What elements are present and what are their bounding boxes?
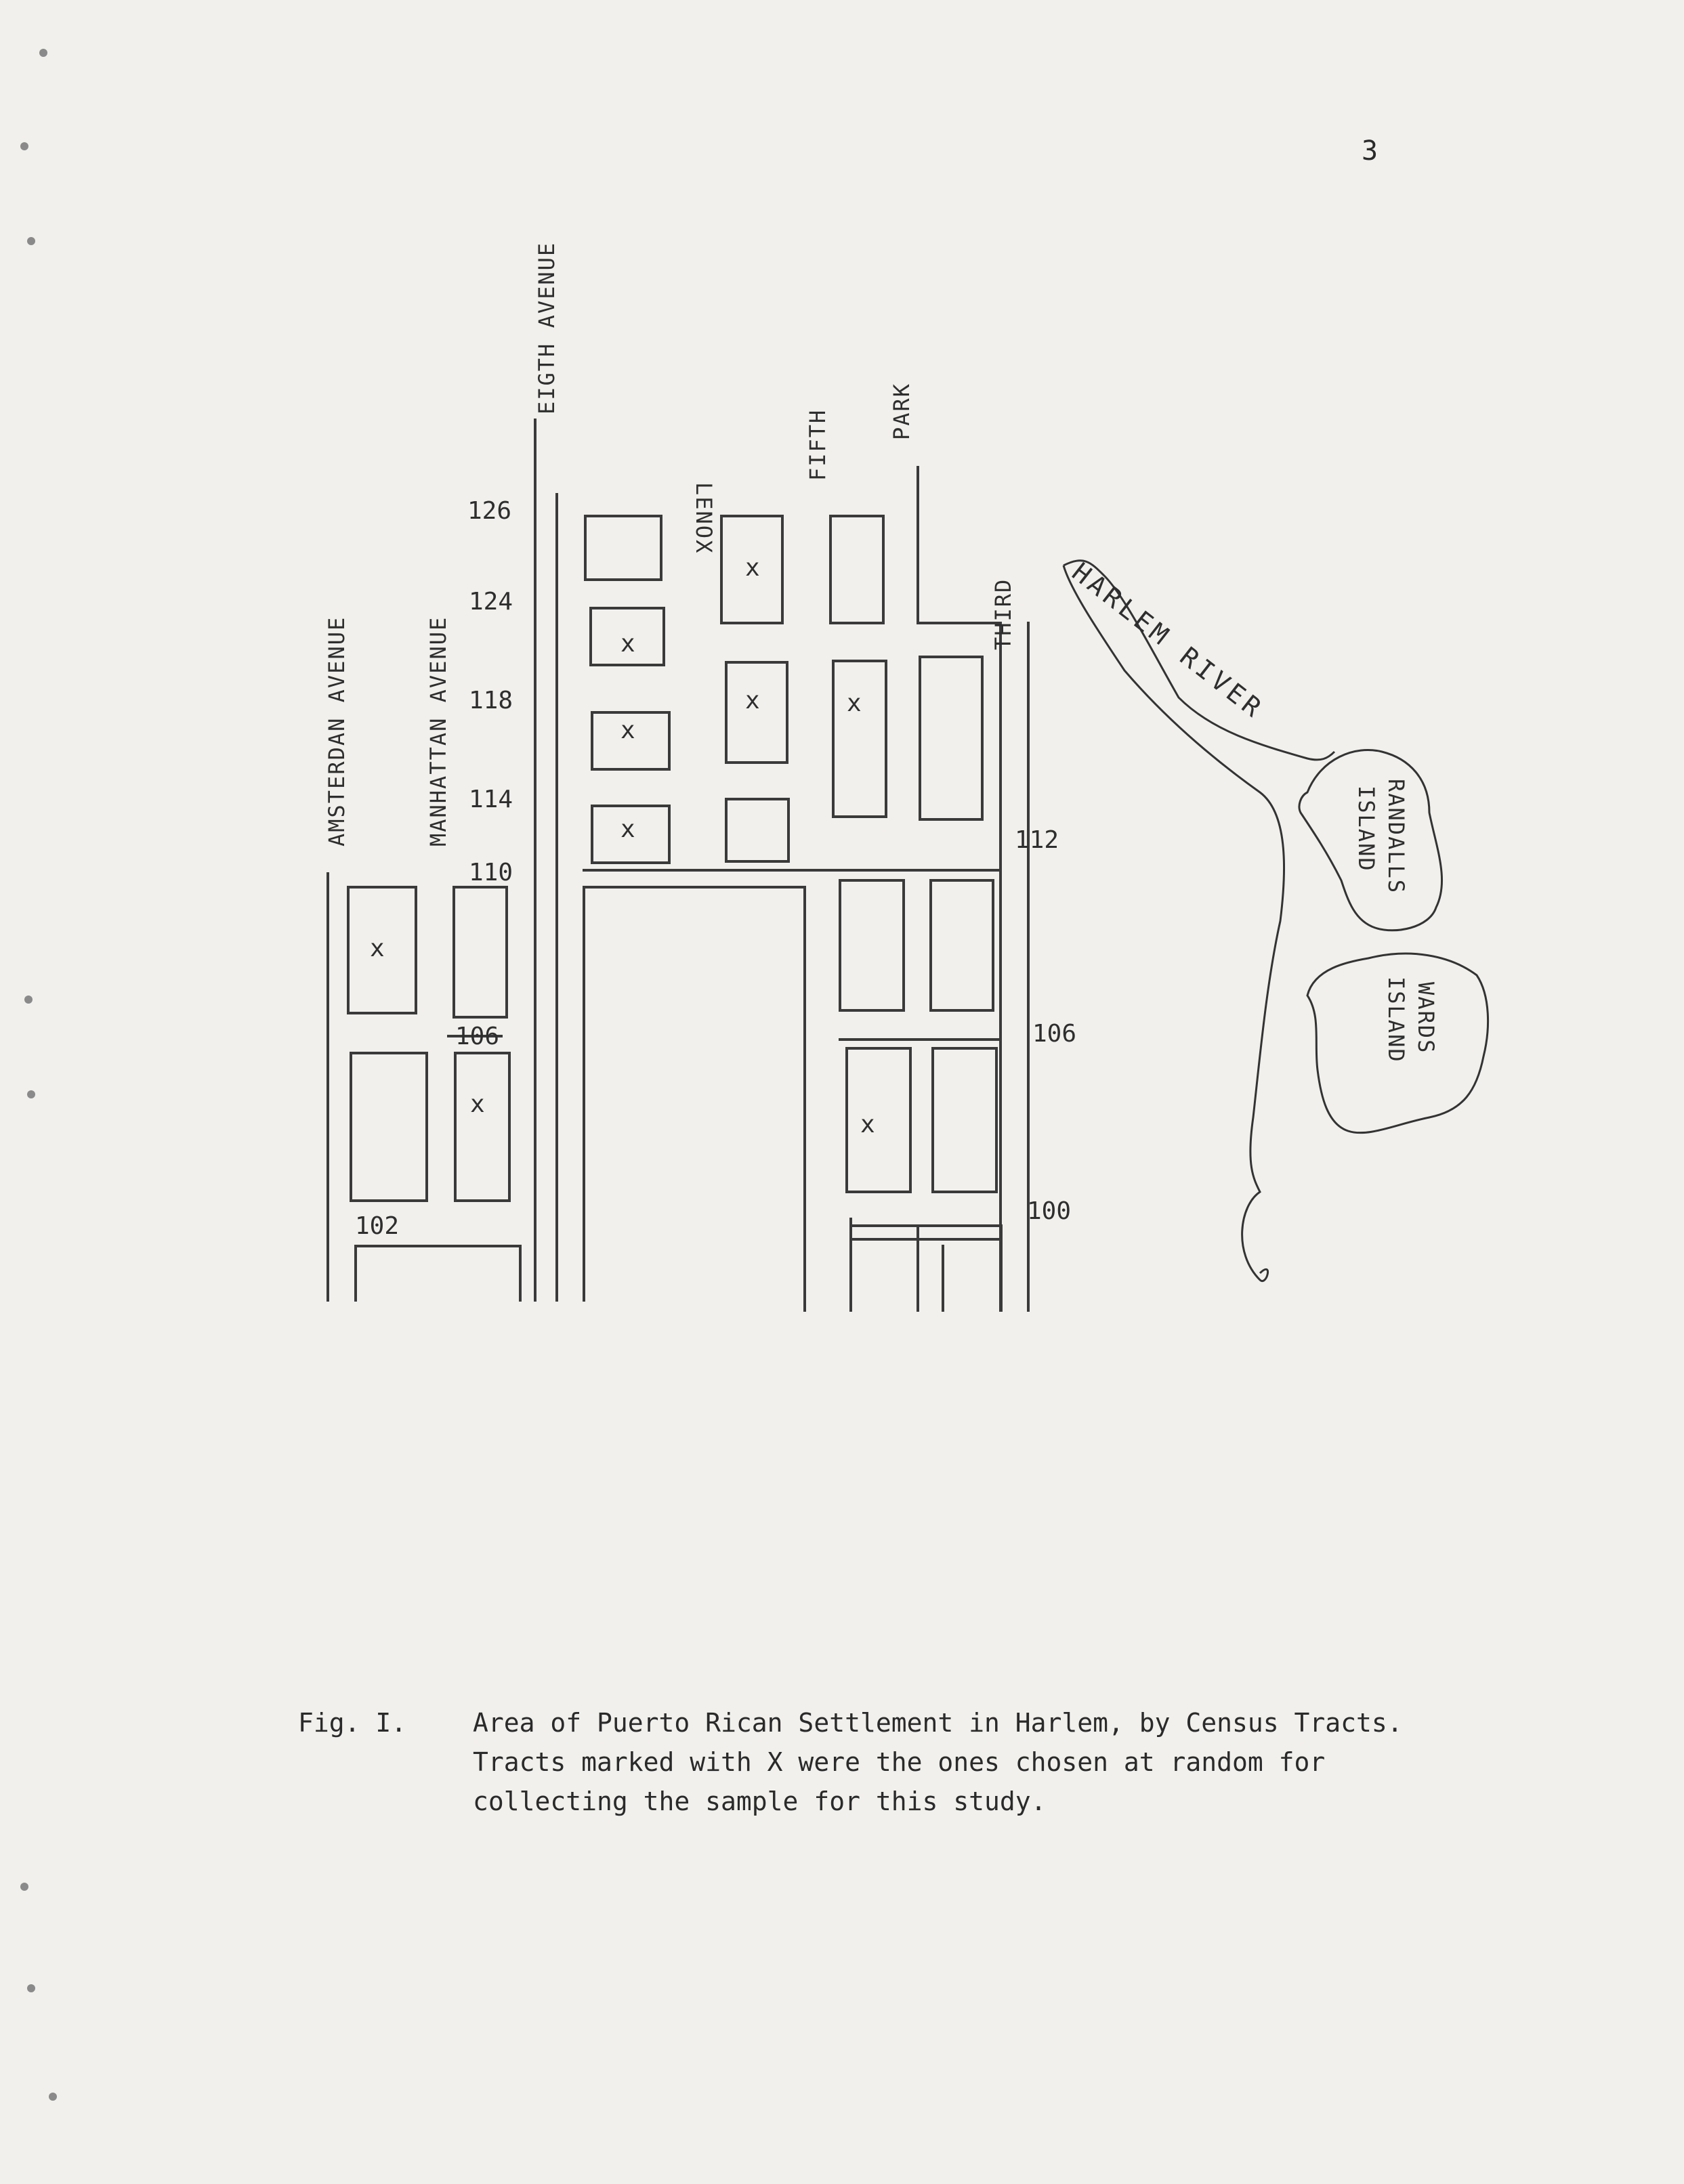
harlem-river xyxy=(1064,557,1334,1281)
tract-mark: x xyxy=(370,935,385,962)
tract-mark: x xyxy=(470,1090,485,1118)
tract-lenox-114 xyxy=(726,799,788,861)
tract-fifth-110 xyxy=(840,880,904,1010)
street-126-label: 126 xyxy=(467,497,512,525)
tract-manhattan-110 xyxy=(454,887,507,1017)
wards-island xyxy=(1307,954,1488,1133)
wards-island-label-1: WARDS xyxy=(1413,982,1439,1054)
tract-mark: x xyxy=(745,687,760,714)
page-number: 3 xyxy=(1362,135,1378,167)
tract-park-110 xyxy=(931,880,993,1010)
randalls-island-label-1: RANDALLS xyxy=(1383,779,1409,895)
tract-eighth-126 xyxy=(585,516,661,580)
street-102-label: 102 xyxy=(355,1212,400,1240)
wards-island-label-2: ISLAND xyxy=(1383,977,1409,1063)
street-114-label: 114 xyxy=(469,786,513,813)
street-number-labels xyxy=(355,497,1076,1240)
figure-label: Fig. I. xyxy=(298,1708,407,1738)
street-110-label: 110 xyxy=(469,859,513,886)
tract-mark: x xyxy=(620,716,635,744)
randalls-island xyxy=(1299,750,1442,930)
amsterdam-avenue-label: AMSTERDAN AVENUE xyxy=(324,616,350,847)
tract-mark: x xyxy=(860,1111,875,1138)
lenox-avenue-label: LENOX xyxy=(691,482,717,555)
tract-mark: x xyxy=(745,554,760,582)
third-avenue-label: THIRD xyxy=(990,578,1016,650)
harlem-river-bank-lower xyxy=(1064,565,1284,1281)
tract-manhattan-106 xyxy=(455,1053,509,1201)
street-118-label: 118 xyxy=(469,687,513,714)
manhattan-avenue-label: MANHATTAN AVENUE xyxy=(425,616,451,847)
figure-caption-text: Area of Puerto Rican Settlement in Harlem, by Census Tracts. Tracts marked with X were the ones chosen at random for collecting the sample for this study. xyxy=(473,1708,1403,1816)
street-124-label: 124 xyxy=(469,588,513,616)
tract-mark: x xyxy=(620,815,635,843)
tract-fifth-126 xyxy=(830,516,883,623)
harlem-river-label: HARLEM RIVER xyxy=(1066,557,1270,725)
tract-amsterdam-106 xyxy=(351,1053,427,1201)
tract-mark: x xyxy=(847,689,862,717)
street-106-west-label: 106 xyxy=(455,1023,500,1050)
randalls-island-label-2: ISLAND xyxy=(1353,786,1379,872)
tract-park-106 xyxy=(933,1048,996,1192)
tract-park-118 xyxy=(920,657,982,819)
tract-mark: x xyxy=(620,630,635,658)
park-avenue-label: PARK xyxy=(889,382,914,440)
tract-fifth-106 xyxy=(847,1048,910,1192)
street-106-east-label: 106 xyxy=(1032,1020,1077,1048)
tract-fifth-118 xyxy=(833,661,886,817)
avenue-lines xyxy=(328,420,1028,1310)
street-100-label: 100 xyxy=(1027,1197,1072,1225)
street-112-label: 112 xyxy=(1015,826,1059,854)
fifth-avenue-label: FIFTH xyxy=(805,408,830,481)
eighth-avenue-label: EIGTH AVENUE xyxy=(534,241,560,414)
